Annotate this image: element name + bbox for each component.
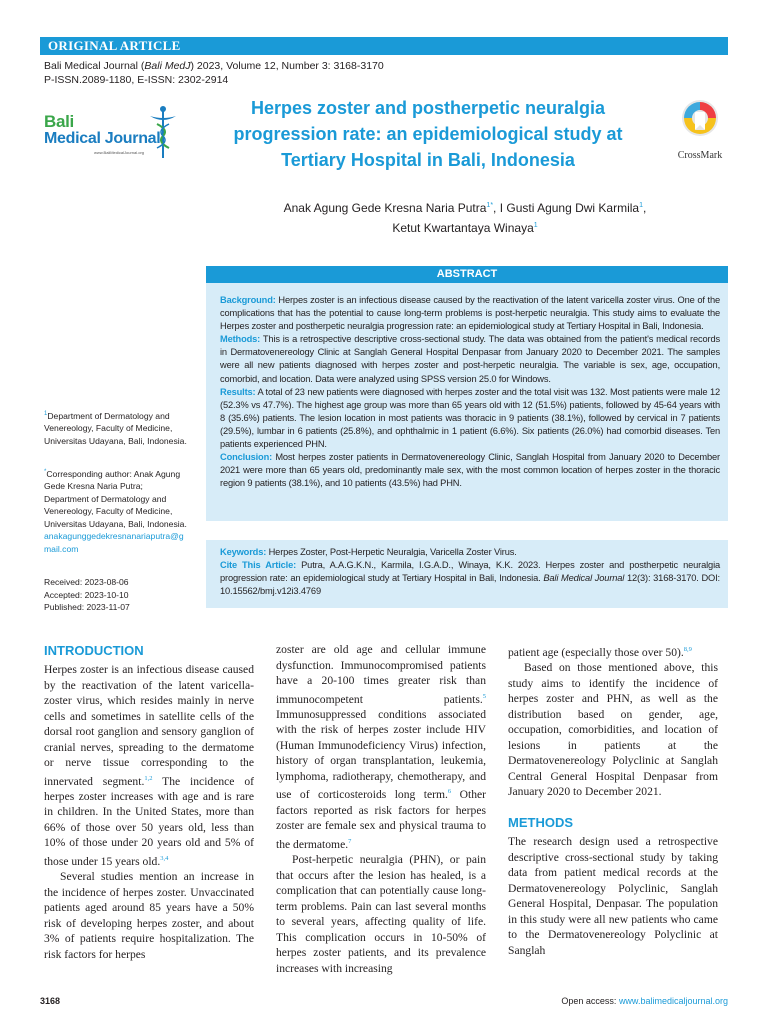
intro-paragraph-2: Several studies mention an increase in the incidence of herpes zoster. Unvaccinated patients aged around 85 years have a 50% risk of developing herpes zoster, and about 3% of patients require hospitalization. The risk factors for herpes xyxy=(44,870,254,961)
col3-paragraph-2: Based on those mentioned above, this study aims to identify the incidence of herpes zoster and PHN, as well as the distribution based on gender, age, occupation, comorbidities, and location of lesions in patients at the Dermatovenereology Polyclinic at Sanglah Central General Hospital Denpasar from January 2020 to December 2021. xyxy=(508,661,718,799)
conclusion-text: Most herpes zoster patients in Dermatovenereology Clinic, Sanglah Hospital from January 2020 to December 2021 were more than 65 years old, predominantly male sex, with the most common location of herpes zoster in the thoracic region 9 patients (38.1%), and 10 patients (43.5%) had PHN. xyxy=(220,452,720,489)
open-access-note: Open access: www.balimedicaljournal.org xyxy=(561,996,728,1006)
author-line-2: Ketut Kwartantaya Winaya$^1$ xyxy=(392,221,538,235)
col2-paragraph-2: Post-herpetic neuralgia (PHN), or pain that occurs after the lesion has healed, is a complication that can potentially cause long-term problems. Pain can last several months to several years, affecting quality of life. This complication occurs in 10-50% of herpes zoster patients, and its prevalence increases with increasing xyxy=(276,853,486,975)
logo-text-medical-journal: Medical Journal xyxy=(44,130,161,147)
methods-column xyxy=(508,834,718,958)
keywords-box xyxy=(206,540,728,608)
methods-heading: METHODS xyxy=(508,815,573,830)
accepted-date: Accepted: 2023-10-10 xyxy=(44,589,129,600)
article-type-label: ORIGINAL ARTICLE xyxy=(48,38,181,53)
logo-url: www.BaliMedicalJournal.org xyxy=(94,150,145,155)
cite-tail: 12(3): 3168-3170. DOI: 10.15562/bmj.v12i3.4769 xyxy=(220,573,720,597)
body-column-2 xyxy=(276,642,486,976)
intro-paragraph-1: Herpes zoster is an infectious disease caused by the reactivation of the latent varicella-zoster virus, which resides mainly in nerve cells and sometimes in satellite cells of the dorsal root ganglion and sensory ganglion of cranial nerves, spreading to the dermatome or nerve tissue corresponding to the innervated segment.$^{1,2}$ The incidence of herpes zoster increases with age and is rare in children. In the United States, more than 66% of those over 50 years old, less than 10% of those under 20 years old and 5% of those under 15 years old.$^{3,4}$ xyxy=(44,663,254,868)
journal-info xyxy=(44,59,384,87)
methods-text: This is a retrospective descriptive cross-sectional study. The data was obtained from the patient's medical records in Dermatovenereology Clinic at Sanglah General Hospital Denpasar from January 2020 to December 2021. The samples were all new patients diagnosed with herpes zoster and post-herpetic neuralgia. The variable is sex, age, occupation, comorbid, and location. Data were analyzed using SPSS version 25.0 for Windows. xyxy=(220,334,720,384)
col2-paragraph-1: zoster are old age and cellular immune dysfunction. Immunocompromised patients have a 20-100 times greater risk than immunocompetent patients.$^5$ Immunosuppressed conditions associated with the risk of herpes zoster include HIV (Human Immunodeficiency Virus) infection, history of organ transplantation, leukemia, lymphoma, radiotherapy, chemotherapy, and use of corticosteroids long term.$^6$ Other factors reported as risk factors for herpes zoster are female sex and physical trauma to the dermatome.$^7$ xyxy=(276,643,486,851)
col3-paragraph-1: patient age (especially those over 50).$^{8,9}$ xyxy=(508,645,692,659)
keywords-label: Keywords: xyxy=(220,547,267,557)
logo-text-bali: Bali xyxy=(44,112,74,131)
abstract-text xyxy=(220,294,720,490)
abstract-heading: ABSTRACT xyxy=(206,266,728,283)
crossmark-badge[interactable] xyxy=(670,98,728,164)
body-column-3 xyxy=(508,642,718,800)
keywords-list: Herpes Zoster, Post-Herpetic Neuralgia, Varicella Zoster Virus. xyxy=(266,547,517,557)
abstract-box xyxy=(206,266,728,521)
author-list xyxy=(200,197,730,237)
article-title: Herpes zoster and postherpetic neuralgia progression rate: an epidemiological study at Tertiary Hospital in Bali, Indonesia xyxy=(233,98,623,170)
results-text: A total of 23 new patients were diagnosed with herpes zoster and the total visit was 132. Most patients were male 12 (52.3% vs 47.7%). The highest age group was more than 65 years old with 12 (51.5%) patients, followed by 45-64 years with 8 (35.6%) patients. The lesion location in most patients was thoracic in 9 patients (38.1%), followed by cervical in 7 patients (29.5%), lumbar in 6 patients (25.8%), and ophthalmic in 1 patient (6.6%). Six patients (26.0%) had comorbid diseases. Ten patients experienced PHN. xyxy=(220,386,720,450)
corresponding-email[interactable]: anakagunggedekresnanariaputra@gmail.com xyxy=(44,531,184,554)
keywords-text xyxy=(220,546,720,598)
introduction-heading: INTRODUCTION xyxy=(44,643,144,658)
methods-label: Methods: xyxy=(220,334,261,345)
body-column-1 xyxy=(44,662,254,962)
page-number: 3168 xyxy=(40,996,61,1006)
background-text: Herpes zoster is an infectious disease caused by the reactivation of the latent varicella zoster virus. One of the complications that has the potential to cause long-term problems is post-herpetic neuralgia. This study aims to evaluate the Herpes zoster and postherpetic neuralgia progression rate: an epidemiological study at Tertiary Hospital in Bali, Indonesia. xyxy=(220,295,720,332)
article-type-bar xyxy=(40,37,728,55)
cite-label: Cite This Article: xyxy=(220,560,297,571)
journal-website-link[interactable]: www.balimedicaljournal.org xyxy=(618,996,728,1006)
background-label: Background: xyxy=(220,295,276,305)
caduceus-icon xyxy=(148,104,178,160)
published-date: Published: 2023-11-07 xyxy=(44,602,130,612)
methods-paragraph-1: The research design used a retrospective descriptive cross-sectional study by taking data from patient medical records at the Dermatovenereology Polyclinic, Sanglah General Hospital, Denpasar. The population in this study were all new patients who came to the Dermatovenereology Polyclinic at Sanglah xyxy=(508,835,718,957)
conclusion-label: Conclusion: xyxy=(220,452,273,463)
author-line-1: Anak Agung Gede Kresna Naria Putra$^{1*}$, I Gusti Agung Dwi Karmila$^1$, xyxy=(283,201,647,215)
corresponding-author: *Corresponding author: Anak Agung Gede Kresna Naria Putra; Department of Dermatology and Venereology, Faculty of Medicine, Universitas Udayana, Bali, Indonesia. anakagunggedekresnanariaputra@gmail.com xyxy=(44,466,190,555)
cite-text: Putra, A.A.G.K.N., Karmila, I.G.A.D., Winaya, K.K. 2023. Herpes zoster and postherpetic neuralgia progression rate: an epidemiological study at Tertiary Hospital in Bali, Indonesia. xyxy=(220,560,721,584)
article-dates xyxy=(44,576,190,614)
journal-logo xyxy=(44,104,184,162)
crossmark-label: CrossMark xyxy=(677,150,723,161)
affiliation: $^1$Department of Dermatology and Venereology, Faculty of Medicine, Universitas Udayana, Bali, Indonesia. xyxy=(44,410,187,446)
crossmark-icon xyxy=(680,98,720,146)
issn: P-ISSN.2089-1180, E-ISSN: 2302-2914 xyxy=(44,74,229,86)
cite-journal: Bali Medical Journal xyxy=(543,573,625,584)
results-label: Results: xyxy=(220,386,256,397)
received-date: Received: 2023-08-06 xyxy=(44,577,129,587)
journal-citation: Bali Medical Journal (Bali MedJ) 2023, Volume 12, Number 3: 3168-3170 xyxy=(44,60,384,72)
